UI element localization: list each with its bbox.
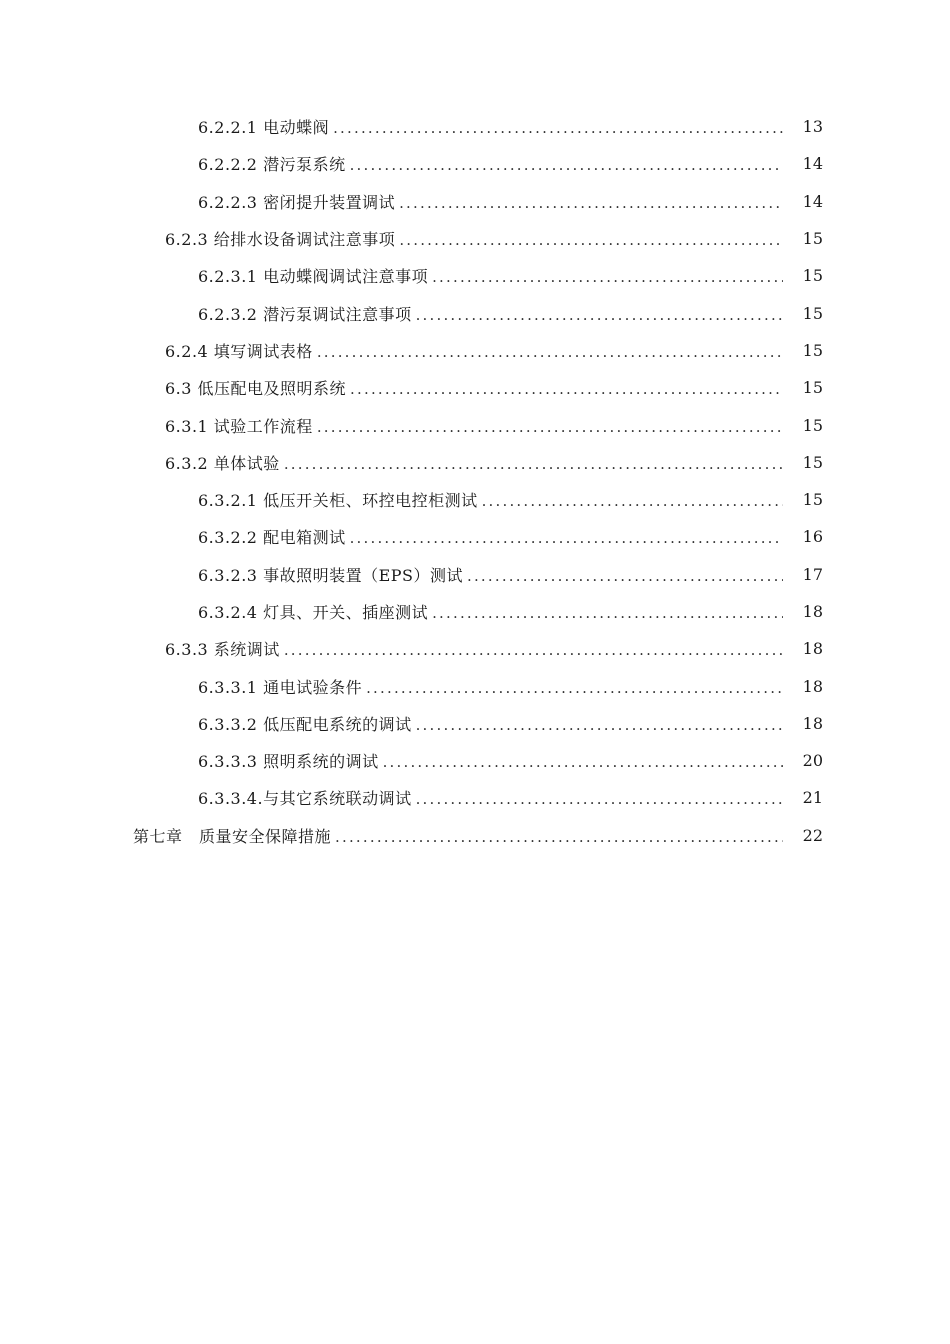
toc-dot-leader: [416, 308, 783, 323]
toc-entry[interactable]: [0, 406, 950, 443]
toc-entry-page-number: 21: [802, 788, 823, 808]
toc-entry[interactable]: [0, 742, 950, 779]
toc-entry-title: 6.3.3.3 照明系统的调试: [198, 752, 379, 772]
toc-entry[interactable]: [0, 369, 950, 406]
toc-entry[interactable]: [0, 108, 950, 145]
toc-entry-title: 6.2.2.1 电动蝶阀: [198, 118, 330, 138]
toc-dot-leader: [317, 345, 783, 360]
toc-dot-leader: [467, 569, 783, 584]
toc-dot-leader: [350, 382, 783, 397]
toc-entry-title: 6.2.2.2 潜污泵系统: [198, 155, 346, 175]
toc-dot-leader: [284, 643, 783, 658]
toc-entry[interactable]: [0, 593, 950, 630]
toc-entry-title: 6.2.3.2 潜污泵调试注意事项: [198, 304, 412, 324]
toc-entry[interactable]: [0, 518, 950, 555]
toc-entry[interactable]: [0, 145, 950, 182]
toc-entry-title: 6.3.2.2 配电箱测试: [198, 528, 346, 548]
toc-entry-page-number: 18: [802, 676, 823, 696]
toc-dot-leader: [284, 457, 783, 472]
toc-entry-title: 6.3.3 系统调试: [165, 640, 280, 660]
toc-entry-title: 6.3.2.4 灯具、开关、插座测试: [198, 603, 429, 622]
toc-entry-title: 6.2.3.1 电动蝶阀调试注意事项: [198, 267, 429, 287]
toc-entry[interactable]: [0, 294, 950, 331]
toc-dot-leader: [335, 830, 783, 845]
toc-entry-title: 6.2.3 给排水设备调试注意事项: [165, 230, 396, 250]
toc-entry[interactable]: [0, 332, 950, 369]
toc-entry[interactable]: [0, 183, 950, 220]
toc-entry-page-number: 14: [802, 154, 823, 174]
toc-entry[interactable]: [0, 257, 950, 294]
toc-dot-leader: [333, 121, 783, 136]
toc-entry-title: 6.3.2 单体试验: [165, 453, 280, 473]
toc-entry-page-number: 22: [802, 825, 823, 845]
toc-entry[interactable]: [0, 556, 950, 593]
toc-entry[interactable]: [0, 667, 950, 704]
toc-dot-leader: [416, 792, 783, 807]
table-of-contents: [0, 108, 950, 854]
toc-entry-page-number: 15: [802, 266, 823, 286]
toc-entry-title: 6.3.3.4.与其它系统联动调试: [198, 789, 412, 809]
toc-entry-page-number: 15: [802, 229, 823, 249]
toc-entry-title: 6.3.1 试验工作流程: [165, 416, 313, 436]
toc-entry[interactable]: [0, 481, 950, 518]
toc-entry-page-number: 18: [802, 602, 823, 621]
toc-entry-title: 6.2.2.3 密闭提升装置调试: [198, 192, 396, 212]
toc-entry-page-number: 18: [802, 713, 823, 733]
toc-entry-page-number: 15: [802, 303, 823, 323]
toc-entry-title: 6.3.2.1 低压开关柜、环控电控柜测试: [198, 491, 478, 511]
toc-entry-page-number: 13: [802, 117, 823, 137]
toc-dot-leader: [399, 196, 783, 211]
toc-dot-leader: [482, 494, 783, 509]
toc-dot-leader: [416, 718, 783, 733]
toc-dot-leader: [383, 755, 783, 770]
toc-entry[interactable]: [0, 444, 950, 481]
toc-entry[interactable]: [0, 630, 950, 667]
toc-dot-leader: [350, 531, 783, 546]
toc-dot-leader: [399, 233, 783, 248]
toc-dot-leader: [366, 681, 783, 696]
toc-entry-title: 6.2.4 填写调试表格: [165, 341, 313, 361]
toc-entry-page-number: 15: [802, 340, 823, 360]
toc-entry-page-number: 15: [802, 452, 823, 472]
toc-entry-page-number: 17: [802, 564, 823, 584]
toc-entry-page-number: 18: [802, 639, 823, 659]
toc-dot-leader: [432, 606, 783, 621]
toc-entry[interactable]: [0, 779, 950, 816]
toc-entry-page-number: 15: [802, 378, 823, 398]
toc-entry[interactable]: [0, 220, 950, 257]
toc-dot-leader: [317, 420, 783, 435]
toc-entry-title: 6.3 低压配电及照明系统: [165, 379, 347, 399]
toc-entry-title: 6.3.3.1 通电试验条件: [198, 677, 363, 697]
toc-entry-title: 第七章 质量安全保障措施: [133, 826, 332, 846]
toc-dot-leader: [432, 270, 783, 285]
toc-entry-page-number: 15: [802, 490, 823, 510]
toc-entry[interactable]: [0, 705, 950, 742]
toc-entry-page-number: 16: [802, 527, 823, 547]
toc-entry-page-number: 14: [802, 191, 823, 211]
toc-entry[interactable]: [0, 817, 950, 854]
toc-entry-page-number: 15: [802, 415, 823, 435]
toc-entry-title: 6.3.2.3 事故照明装置（EPS）测试: [198, 565, 463, 585]
toc-entry-title: 6.3.3.2 低压配电系统的调试: [198, 714, 412, 734]
toc-entry-page-number: 20: [802, 751, 823, 771]
toc-dot-leader: [350, 158, 783, 173]
